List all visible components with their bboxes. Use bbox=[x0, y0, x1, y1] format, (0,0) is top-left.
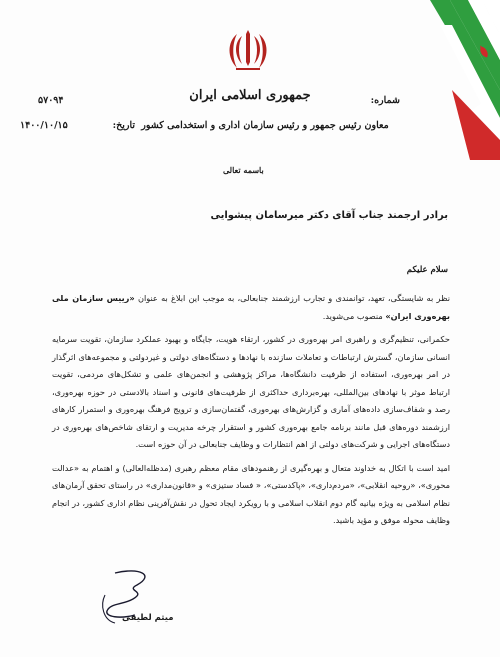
iran-emblem-icon bbox=[228, 28, 268, 72]
date-label: تاریخ: bbox=[112, 120, 135, 131]
flag-corner bbox=[430, 0, 500, 160]
letter-body bbox=[52, 290, 450, 536]
basmala: باسمه تعالی bbox=[223, 165, 264, 175]
paragraph-2: حکمرانی، تنظیم‌گری و راهبری امر بهره‌وری در کشور، ارتقاء هویت، جایگاه و بهبود عملکرد سازمان، تقویت سرمایه انسانی سازمان، گسترش ارتباطات و تعاملات سازنده با نهادها و دستگاه‌های دولتی و غیردولتی و مجموعه‌های اثرگذار در امر بهره‌وری، استفاده از ظرفیت دانشگاه‌ها، مراکز پژوهشی و انجمن‌های علمی و تشکل‌های مردمی، تقویت ارتباط موثر با نهادهای بین‌المللی، بهره‌برداری حداکثری از ظرفیت‌های قانونی و اسناد بالادستی در حوزه بهره‌وری، رصد و شفاف‌سازی داده‌های آماری و گزارش‌های بهره‌وری، گفتمان‌سازی و ترویج فرهنگ بهره‌وری و استمرار کارهای ارزشمند دوره‌های قبل مانند برنامه جامع بهره‌وری کشور و استقرار چرخه مدیریت و ارتقای شاخص‌های بهره‌وری در دستگاه‌های اجرایی و شرکت‌های دولتی از اهم انتظارات و وظایف جنابعالی در آن حوزه است. bbox=[52, 334, 450, 449]
number-label: شماره: bbox=[370, 95, 400, 106]
issuer-title: معاون رئیس جمهور و رئیس سازمان اداری و استخدامی کشور bbox=[141, 120, 389, 131]
recipient-line: برادر ارجمند جناب آقای دکتر میرسامان پیشوایی bbox=[210, 210, 448, 221]
para1-end: منصوب می‌شوید. bbox=[322, 310, 383, 321]
paragraph-3: امید است با اتکال به خداوند متعال و بهره‌گیری از رهنمودهای مقام معظم رهبری (مدظله‌العالی) و اهتمام به «عدالت محوری»، «روحیه انقلابی»، «مردم‌داری»، «پاکدستی»، « فساد ستیزی» و «قانون‌مداری» در راستای تحقق آرمان‌های نظام اسلامی به ویژه بیانیه گام دوم انقلاب اسلامی و با رویکرد ایجاد تحول در نقش‌آفرینی نظام اداری کشور، در انجام وظایف محوله موفق و مؤید باشید. bbox=[52, 462, 450, 525]
letter-number bbox=[371, 95, 400, 106]
para1-text: نظر به شایستگی، تعهد، توانمندی و تجارب ارزشمند جنابعالی، به موجب این ابلاغ به عنوان bbox=[137, 293, 450, 303]
country-title: جمهوری اسلامی ایران bbox=[189, 88, 311, 103]
flag-icon bbox=[430, 0, 500, 160]
paragraph-1 bbox=[52, 290, 450, 325]
greeting: سلام علیکم bbox=[406, 265, 448, 275]
letter-number-value: ۵۷۰۹۴ bbox=[38, 95, 64, 106]
date-value: ۱۴۰۰/۱۰/۱۵ bbox=[20, 120, 68, 131]
signatory-name: میثم لطیفی bbox=[122, 613, 174, 623]
appointment-title: «رییس سازمان ملی بهره‌وری ایران» bbox=[52, 293, 450, 321]
